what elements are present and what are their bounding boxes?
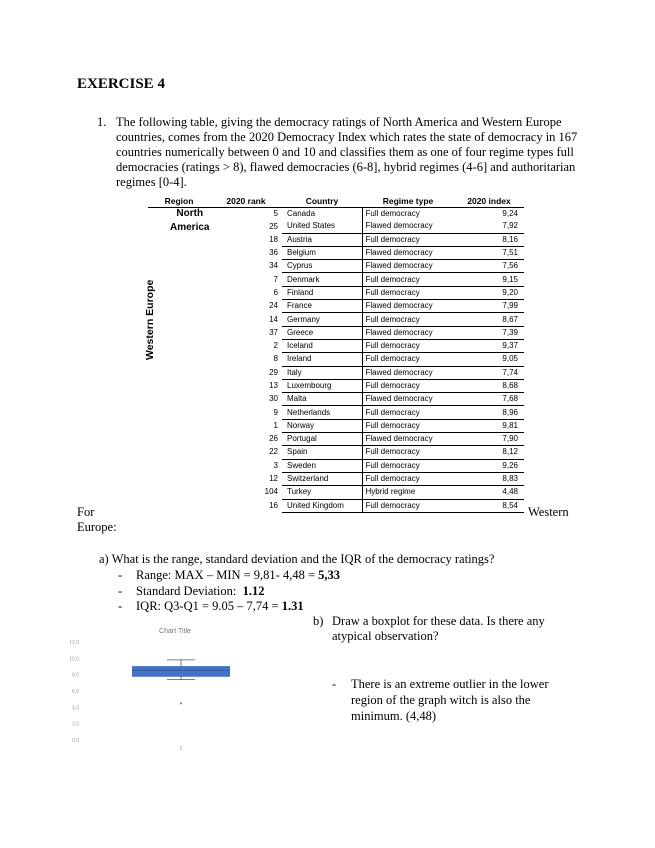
question-b-text: Draw a boxplot for these data. Is there any atypical observation?	[332, 614, 545, 643]
region-north-america	[170, 207, 209, 235]
country-cell: Switzerland	[282, 472, 362, 485]
country-cell: Netherlands	[282, 406, 362, 419]
regime-cell: Full democracy	[362, 406, 454, 419]
header-regime: Regime type	[362, 195, 454, 208]
rank-cell: 2	[273, 341, 278, 351]
country-cell: United States	[282, 220, 362, 233]
index-cell: 7,51	[454, 246, 524, 259]
rank-cell: 9	[273, 407, 278, 417]
index-cell: 7,56	[454, 260, 524, 273]
header-rank: 2020 rank	[210, 195, 282, 208]
regime-cell: Full democracy	[362, 499, 454, 512]
index-cell: 7,68	[454, 393, 524, 406]
region-cell	[148, 406, 210, 419]
index-cell: 9,37	[454, 339, 524, 352]
header-country: Country	[282, 195, 362, 208]
region-north-america-line2: America	[170, 222, 210, 233]
chart-title: Chart Title	[159, 628, 191, 635]
country-cell: Germany	[282, 313, 362, 326]
region-north-america-line1: North	[176, 208, 204, 219]
index-cell: 7,92	[454, 220, 524, 233]
table-row	[148, 300, 524, 313]
index-cell: 7,90	[454, 433, 524, 446]
region-western-europe: Western Europe	[144, 279, 156, 360]
index-cell: 8,68	[454, 379, 524, 392]
table-row	[148, 260, 524, 273]
country-cell: Luxembourg	[282, 379, 362, 392]
regime-cell: Full democracy	[362, 313, 454, 326]
regime-cell: Hybrid regime	[362, 486, 454, 499]
country-cell: Turkey	[282, 486, 362, 499]
for-text: For	[77, 505, 95, 519]
index-cell: 8,96	[454, 406, 524, 419]
europe-text: Europe:	[77, 520, 117, 534]
x-tick-label: 1	[179, 746, 183, 752]
region-cell	[148, 379, 210, 392]
table-row	[148, 313, 524, 326]
index-cell: 8,83	[454, 472, 524, 485]
table-row	[148, 486, 524, 499]
table-row	[148, 379, 524, 392]
regime-cell: Flawed democracy	[362, 366, 454, 379]
y-tick-label: 0,0	[72, 738, 79, 744]
region-cell	[148, 326, 210, 339]
rank-cell: 30	[269, 394, 278, 404]
regime-cell: Flawed democracy	[362, 246, 454, 259]
regime-cell: Full democracy	[362, 379, 454, 392]
header-region: Region	[148, 195, 210, 208]
country-cell: Malta	[282, 393, 362, 406]
y-tick-label: 6,0	[72, 689, 79, 695]
country-cell: Norway	[282, 419, 362, 432]
country-cell: Greece	[282, 326, 362, 339]
region-cell	[148, 446, 210, 459]
answer-b-dash: -	[332, 677, 337, 691]
question-1-text: The following table, giving the democracy ratings of North America and Western Europe countries, comes from the 2020 Democracy Index which rates the state of democracy in 167 countries numerically between 0 and 10 and classifies them as one of four regime types full democracies (ratings > 8), flawed democracies (6-8], hybrid regimes (4-6] and authoritarian regimes [0-4].	[116, 115, 578, 189]
regime-cell: Full democracy	[362, 339, 454, 352]
regime-cell: Full democracy	[362, 472, 454, 485]
table-row	[148, 499, 524, 512]
index-cell: 7,74	[454, 366, 524, 379]
country-cell: Austria	[282, 233, 362, 246]
table-body	[148, 208, 524, 513]
table-row	[148, 273, 524, 286]
outlier-point	[180, 702, 182, 704]
regime-cell: Full democracy	[362, 446, 454, 459]
rank-cell: 12	[269, 474, 278, 484]
index-cell: 4,48	[454, 486, 524, 499]
region-cell	[148, 273, 210, 286]
region-cell	[148, 499, 210, 512]
table-row	[148, 393, 524, 406]
country-cell: Iceland	[282, 339, 362, 352]
index-cell: 9,81	[454, 419, 524, 432]
table-row	[148, 472, 524, 485]
std-value: 1.12	[242, 584, 265, 598]
table-row	[148, 326, 524, 339]
table-row	[148, 433, 524, 446]
rank-cell: 29	[269, 367, 278, 377]
rank-cell: 18	[269, 234, 278, 244]
rank-cell: 13	[269, 381, 278, 390]
region-cell	[148, 246, 210, 259]
table-row	[148, 366, 524, 379]
question-a: a) What is the range, standard deviation and the IQR of the democracy ratings?	[99, 552, 495, 566]
western-text: Western	[528, 505, 569, 519]
answer-std: - Standard Deviation: 1.12	[118, 584, 265, 598]
regime-cell: Full democracy	[362, 459, 454, 472]
country-cell: Sweden	[282, 459, 362, 472]
y-tick-label: 4,0	[72, 705, 79, 712]
table-row	[148, 233, 524, 246]
index-cell: 7,39	[454, 326, 524, 339]
question-b-label: b)	[313, 614, 324, 628]
rank-cell: 25	[269, 221, 278, 231]
index-cell: 8,12	[454, 446, 524, 459]
country-cell: Belgium	[282, 246, 362, 259]
region-cell	[148, 313, 210, 326]
y-tick-label: 2,0	[72, 721, 79, 728]
country-cell: Ireland	[282, 353, 362, 366]
index-cell: 9,05	[454, 353, 524, 366]
iqr-value: 1.31	[281, 599, 304, 613]
answer-iqr: - IQR: Q3-Q1 = 9.05 – 7,74 = 1.31	[118, 599, 304, 613]
range-prefix: Range: MAX – MIN = 9,81- 4,48 =	[136, 568, 319, 582]
rank-cell: 7	[273, 274, 278, 284]
region-cell	[148, 472, 210, 485]
region-cell	[148, 339, 210, 352]
index-cell: 7,99	[454, 300, 524, 313]
country-cell: France	[282, 300, 362, 313]
country-cell: Cyprus	[282, 260, 362, 273]
table-row	[148, 353, 524, 366]
region-cell	[148, 353, 210, 366]
question-b	[313, 614, 573, 644]
regime-cell: Full democracy	[362, 419, 454, 432]
rank-cell: 1	[273, 420, 278, 430]
region-cell	[148, 433, 210, 446]
answer-range: - Range: MAX – MIN = 9,81- 4,48 = 5,33	[118, 568, 341, 582]
exercise-title: EXERCISE 4	[77, 76, 165, 92]
rank-cell: 37	[269, 327, 278, 337]
question-1-number: 1.	[97, 115, 107, 129]
democracy-table	[144, 195, 524, 513]
table-row	[148, 246, 524, 259]
std-prefix: Standard Deviation:	[136, 584, 243, 598]
country-cell: Portugal	[282, 433, 362, 446]
region-cell	[148, 260, 210, 273]
index-cell: 8,54	[454, 499, 524, 512]
box-iqr	[132, 666, 230, 677]
regime-cell: Flawed democracy	[362, 220, 454, 233]
rank-cell: 16	[269, 500, 278, 510]
regime-cell: Flawed democracy	[362, 300, 454, 313]
regime-cell: Flawed democracy	[362, 326, 454, 339]
rank-cell: 34	[269, 261, 278, 271]
region-cell	[148, 459, 210, 472]
rank-cell: 36	[269, 248, 278, 258]
country-cell: Italy	[282, 366, 362, 379]
region-cell	[148, 366, 210, 379]
index-cell: 9,24	[502, 209, 518, 219]
index-cell: 9,26	[454, 459, 524, 472]
country-cell: Denmark	[282, 273, 362, 286]
rank-cell: 24	[269, 301, 278, 311]
y-axis-ticks	[69, 640, 79, 744]
regime-cell: Flawed democracy	[362, 393, 454, 406]
region-cell	[148, 300, 210, 313]
region-cell	[148, 393, 210, 406]
answer-b	[332, 676, 572, 724]
y-tick-label: 12,0	[69, 640, 79, 646]
iqr-prefix: IQR: Q3-Q1 = 9.05 – 7,74 =	[136, 599, 282, 613]
header-index: 2020 index	[454, 195, 524, 208]
country-cell: Finland	[282, 286, 362, 299]
regime-cell: Full democracy	[362, 286, 454, 299]
y-tick-label: 8,0	[72, 672, 79, 679]
rank-cell: 8	[273, 354, 278, 364]
region-cell	[148, 419, 210, 432]
rank-cell: 6	[273, 287, 278, 297]
region-cell	[148, 286, 210, 299]
index-cell: 8,16	[454, 233, 524, 246]
index-cell: 9,15	[454, 273, 524, 286]
table-row	[148, 446, 524, 459]
rank-cell: 5	[273, 209, 278, 219]
table-row	[148, 406, 524, 419]
regime-cell: Full democracy	[362, 353, 454, 366]
table-row	[148, 419, 524, 432]
region-cell	[148, 233, 210, 246]
regime-cell: Full democracy	[362, 273, 454, 286]
rank-cell: 3	[273, 460, 278, 470]
rank-cell: 104	[264, 487, 278, 497]
regime-cell: Full democracy	[365, 209, 420, 219]
country-cell: United Kingdom	[282, 499, 362, 512]
regime-cell: Full democracy	[362, 233, 454, 246]
country-cell: Spain	[282, 446, 362, 459]
rank-cell: 22	[269, 447, 278, 457]
country-cell: Canada	[282, 208, 362, 221]
index-cell: 8,67	[454, 313, 524, 326]
region-cell	[148, 486, 210, 499]
answer-b-text: There is an extreme outlier in the lower region of the graph witch is also the minimum. (4,48)	[351, 677, 549, 723]
regime-cell: Flawed democracy	[362, 260, 454, 273]
y-tick-label: 10,0	[69, 656, 79, 663]
regime-cell: Flawed democracy	[362, 433, 454, 446]
table-row	[148, 459, 524, 472]
index-cell: 9,20	[454, 286, 524, 299]
rank-cell: 14	[269, 314, 278, 324]
table-row	[148, 286, 524, 299]
rank-cell: 26	[269, 434, 278, 444]
range-value: 5,33	[318, 568, 341, 582]
table-row	[148, 339, 524, 352]
boxplot-chart	[65, 622, 255, 752]
